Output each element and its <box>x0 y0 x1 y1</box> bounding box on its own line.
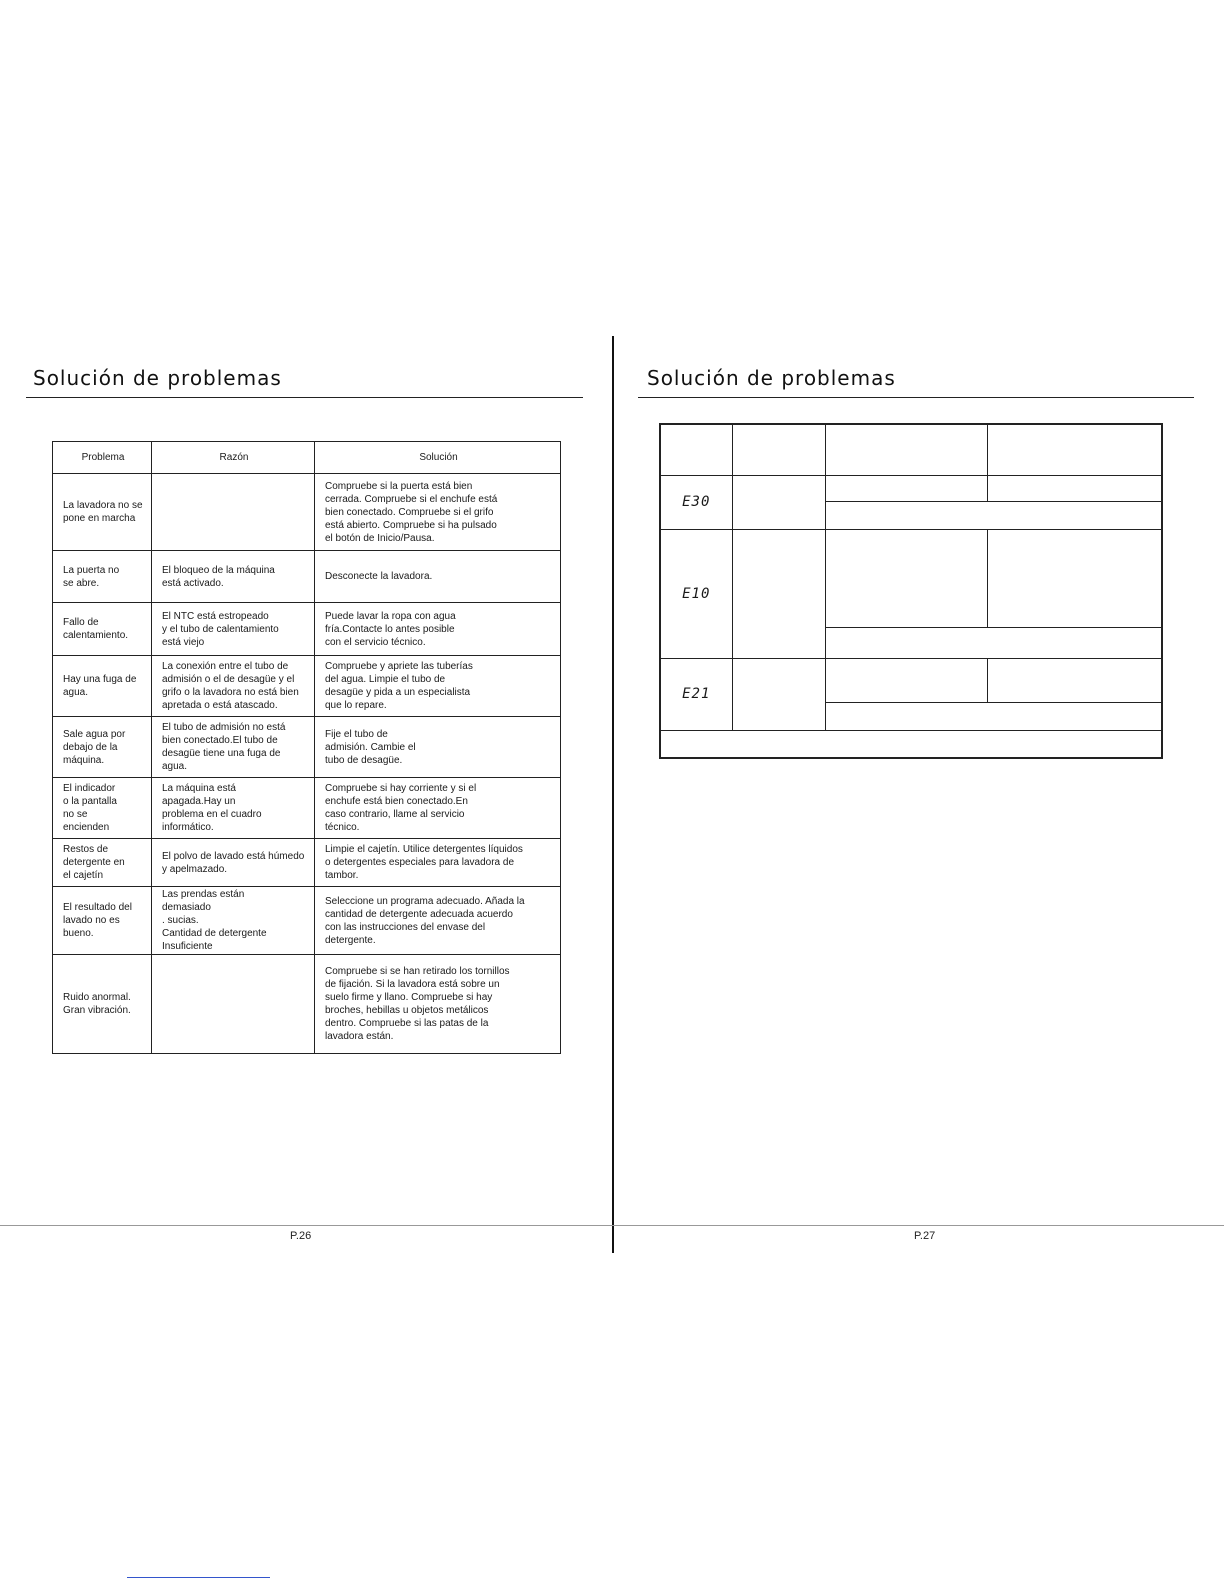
problem-cell: La lavadora no se pone en marcha <box>53 474 152 551</box>
table-cell <box>732 658 825 730</box>
table-row <box>53 603 561 656</box>
header-problem: Problema <box>53 442 152 474</box>
page-number-left: P.26 <box>290 1230 312 1242</box>
reason-cell <box>152 955 315 1054</box>
table-cell <box>732 475 825 529</box>
problem-cell: El resultado del lavado no es bueno. <box>53 887 152 955</box>
table-cell <box>825 501 1162 529</box>
solution-cell: Fije el tubo de admisión. Cambie el tubo de desagüe. <box>315 717 561 778</box>
reason-cell: La conexión entre el tubo de admisión o el de desagüe y el grifo o la lavadora no está bien apretada o está atascado. <box>152 656 315 717</box>
header-reason: Razón <box>152 442 315 474</box>
link-underline <box>127 1577 270 1578</box>
title-rule-left <box>26 397 583 398</box>
problem-cell: Ruido anormal. Gran vibración. <box>53 955 152 1054</box>
solution-cell: Puede lavar la ropa con agua fría.Contacte lo antes posible con el servicio técnico. <box>315 603 561 656</box>
troubleshooting-table <box>52 441 561 1054</box>
table-cell <box>825 627 1162 658</box>
problem-cell: Fallo de calentamiento. <box>53 603 152 656</box>
table-row <box>53 887 561 955</box>
table-cell <box>987 529 1162 627</box>
solution-cell: Seleccione un programa adecuado. Añada la cantidad de detergente adecuada acuerdo con las instrucciones del envase del detergente. <box>315 887 561 955</box>
table-row <box>53 717 561 778</box>
table-cell <box>987 658 1162 702</box>
table-row <box>53 778 561 839</box>
reason-cell: El bloqueo de la máquina está activado. <box>152 551 315 603</box>
problem-cell: Hay una fuga de agua. <box>53 656 152 717</box>
error-code-e10: E10 <box>660 529 732 658</box>
reason-cell: El tubo de admisión no está bien conectado.El tubo de desagüe tiene una fuga de agua. <box>152 717 315 778</box>
table-cell <box>660 730 1162 758</box>
title-rule-right <box>638 397 1194 398</box>
problem-cell: El indicador o la pantalla no se encienden <box>53 778 152 839</box>
table-header-row <box>53 442 561 474</box>
reason-cell: El NTC está estropeado y el tubo de calentamiento está viejo <box>152 603 315 656</box>
error-code-e30: E30 <box>660 475 732 529</box>
reason-cell: La máquina está apagada.Hay un problema en el cuadro informático. <box>152 778 315 839</box>
table-cell <box>987 475 1162 501</box>
solution-cell: Desconecte la lavadora. <box>315 551 561 603</box>
solution-cell: Compruebe si se han retirado los tornillos de fijación. Si la lavadora está sobre un suelo firme y llano. Compruebe si hay broches, hebillas u objetos metálicos dentro. Compruebe si las patas de la lavadora están. <box>315 955 561 1054</box>
reason-cell: El polvo de lavado está húmedo y apelmazado. <box>152 839 315 887</box>
page-divider <box>612 336 614 1253</box>
table-row <box>660 730 1162 758</box>
solution-cell: Limpie el cajetín. Utilice detergentes líquidos o detergentes especiales para lavadora de tambor. <box>315 839 561 887</box>
table-cell <box>825 529 987 627</box>
table-row <box>660 529 1162 627</box>
reason-cell <box>152 474 315 551</box>
error-code-table <box>659 423 1163 759</box>
solution-cell: Compruebe y apriete las tuberías del agua. Limpie el tubo de desagüe y pida a un especialista que lo repare. <box>315 656 561 717</box>
solution-cell: Compruebe si hay corriente y si el enchufe está bien conectado.En caso contrario, llame al servicio técnico. <box>315 778 561 839</box>
solution-cell: Compruebe si la puerta está bien cerrada. Compruebe si el enchufe está bien conectado. Compruebe si el grifo está abierto. Compruebe si ha pulsado el botón de Inicio/Pausa. <box>315 474 561 551</box>
error-code-e21: E21 <box>660 658 732 730</box>
table-row <box>660 658 1162 702</box>
problem-cell: Restos de detergente en el cajetín <box>53 839 152 887</box>
table-cell <box>825 658 987 702</box>
table-cell <box>732 529 825 658</box>
table-row <box>53 839 561 887</box>
problem-cell: La puerta no se abre. <box>53 551 152 603</box>
table-cell <box>825 702 1162 730</box>
table-row <box>53 656 561 717</box>
header-cell <box>987 424 1162 475</box>
table-cell <box>825 475 987 501</box>
page-title-right: Solución de problemas <box>647 366 896 390</box>
header-cell <box>732 424 825 475</box>
table-row <box>53 955 561 1054</box>
page-number-right: P.27 <box>914 1230 936 1242</box>
header-cell <box>825 424 987 475</box>
footer-rule <box>0 1225 1224 1226</box>
table-row <box>53 474 561 551</box>
page-title-left: Solución de problemas <box>33 366 282 390</box>
table-row <box>660 475 1162 501</box>
reason-cell: Las prendas están demasiado . sucias. Cantidad de detergente Insuficiente <box>152 887 315 955</box>
table-header-row <box>660 424 1162 475</box>
header-solution: Solución <box>315 442 561 474</box>
table-row <box>53 551 561 603</box>
problem-cell: Sale agua por debajo de la máquina. <box>53 717 152 778</box>
header-cell <box>660 424 732 475</box>
